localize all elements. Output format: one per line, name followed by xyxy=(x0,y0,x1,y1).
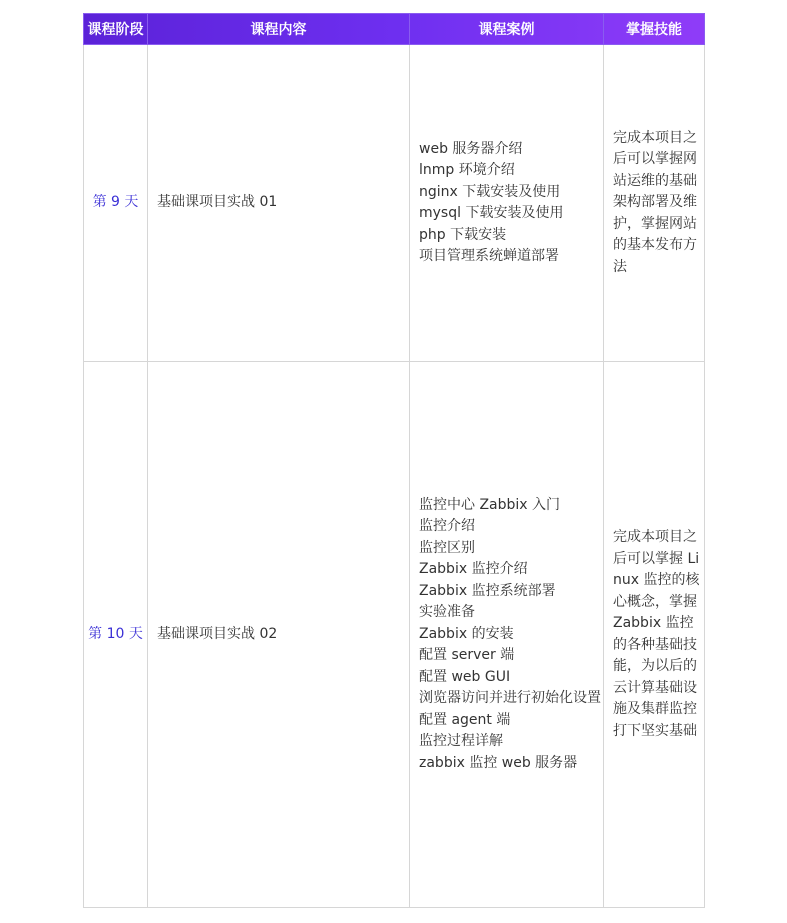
skills-cell: 完成本项目之后可以掌握网站运维的基础架构部署及维护，掌握网站的基本发布方法 xyxy=(604,45,705,362)
case-item: 监控介绍 xyxy=(419,518,475,535)
case-item: lnmp 环境介绍 xyxy=(419,162,515,178)
case-item: Zabbix 监控介绍 xyxy=(419,561,528,578)
header-content: 课程内容 xyxy=(148,14,410,45)
content-cell: 基础课项目实战 02 xyxy=(148,362,410,908)
header-stage: 课程阶段 xyxy=(84,14,148,45)
case-item: Zabbix 的安装 xyxy=(419,625,514,642)
header-cases: 课程案例 xyxy=(410,14,604,45)
case-item: 监控过程详解 xyxy=(419,733,503,750)
case-item: web 服务器介绍 xyxy=(419,140,523,157)
case-item: 配置 web GUI xyxy=(419,668,511,685)
case-item: nginx 下载安装及使用 xyxy=(419,183,561,200)
case-item: 配置 agent 端 xyxy=(419,711,511,728)
cases-cell xyxy=(410,362,604,908)
table-row xyxy=(84,45,705,362)
case-item: Zabbix 监控系统部署 xyxy=(419,582,556,599)
case-item: 监控中心 Zabbix 入门 xyxy=(419,496,561,513)
table-row xyxy=(84,362,705,908)
case-item: 浏览器访问并进行初始化设置 xyxy=(419,690,601,707)
case-item: mysql 下载安装及使用 xyxy=(419,205,564,221)
case-item: 项目管理系统蝉道部署 xyxy=(419,248,559,264)
case-item: zabbix 监控 web 服务器 xyxy=(419,754,578,771)
content-cell: 基础课项目实战 01 xyxy=(148,45,410,362)
header-skills: 掌握技能 xyxy=(604,14,705,45)
course-table xyxy=(83,13,705,908)
case-item: php 下载安装 xyxy=(419,226,507,243)
skills-cell: 完成本项目之后可以掌握 Linux 监控的核心概念，掌握 Zabbix 监控的各种基础技能，为以后的云计算基础设施及集群监控打下坚实基础 xyxy=(604,362,705,908)
case-item: 实验准备 xyxy=(419,604,475,621)
table-header-row xyxy=(84,14,705,45)
case-item: 监控区别 xyxy=(419,539,475,556)
stage-cell: 第 10 天 xyxy=(84,362,148,908)
cases-cell xyxy=(410,45,604,362)
case-item: 配置 server 端 xyxy=(419,647,515,664)
stage-cell: 第 9 天 xyxy=(84,45,148,362)
